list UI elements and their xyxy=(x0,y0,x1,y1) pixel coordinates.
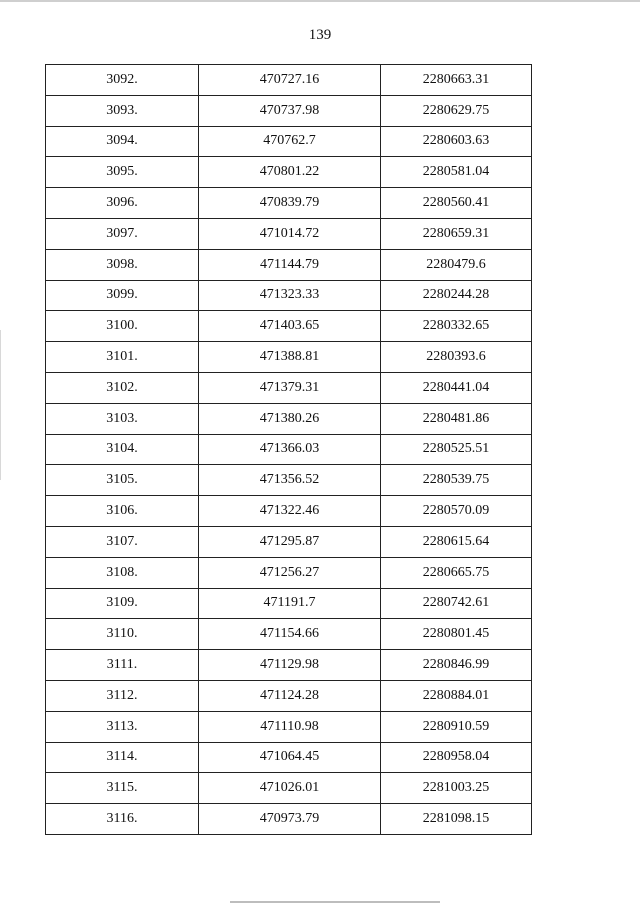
y-coordinate-cell: 2280481.86 xyxy=(381,403,532,434)
x-coordinate-cell: 471403.65 xyxy=(199,311,381,342)
x-coordinate-cell: 471322.46 xyxy=(199,496,381,527)
y-coordinate-cell: 2280539.75 xyxy=(381,465,532,496)
page-number: 139 xyxy=(308,27,332,43)
x-coordinate-cell: 471388.81 xyxy=(199,342,381,373)
x-coordinate-cell: 471191.7 xyxy=(199,588,381,619)
point-number-cell: 3116. xyxy=(46,804,199,835)
table-row xyxy=(46,557,532,588)
point-number-cell: 3101. xyxy=(46,342,199,373)
table-row xyxy=(46,773,532,804)
x-coordinate-cell: 471154.66 xyxy=(199,619,381,650)
table-row xyxy=(46,342,532,373)
point-number-cell: 3099. xyxy=(46,280,199,311)
x-coordinate-cell: 470839.79 xyxy=(199,188,381,219)
y-coordinate-cell: 2280479.6 xyxy=(381,249,532,280)
y-coordinate-cell: 2280742.61 xyxy=(381,588,532,619)
coordinates-table-body xyxy=(46,65,532,835)
point-number-cell: 3096. xyxy=(46,188,199,219)
point-number-cell: 3112. xyxy=(46,680,199,711)
y-coordinate-cell: 2280801.45 xyxy=(381,619,532,650)
point-number-cell: 3108. xyxy=(46,557,199,588)
x-coordinate-cell: 471110.98 xyxy=(199,711,381,742)
point-number-cell: 3114. xyxy=(46,742,199,773)
table-row xyxy=(46,650,532,681)
y-coordinate-cell: 2280332.65 xyxy=(381,311,532,342)
y-coordinate-cell: 2280663.31 xyxy=(381,65,532,96)
x-coordinate-cell: 471129.98 xyxy=(199,650,381,681)
table-row xyxy=(46,95,532,126)
table-row xyxy=(46,311,532,342)
table-row xyxy=(46,372,532,403)
y-coordinate-cell: 2280958.04 xyxy=(381,742,532,773)
x-coordinate-cell: 470727.16 xyxy=(199,65,381,96)
x-coordinate-cell: 471323.33 xyxy=(199,280,381,311)
table-row xyxy=(46,65,532,96)
table-row xyxy=(46,249,532,280)
point-number-cell: 3098. xyxy=(46,249,199,280)
x-coordinate-cell: 470762.7 xyxy=(199,126,381,157)
point-number-cell: 3109. xyxy=(46,588,199,619)
table-row xyxy=(46,526,532,557)
x-coordinate-cell: 471295.87 xyxy=(199,526,381,557)
y-coordinate-cell: 2280441.04 xyxy=(381,372,532,403)
scan-edge-top xyxy=(0,0,640,2)
y-coordinate-cell: 2281098.15 xyxy=(381,804,532,835)
x-coordinate-cell: 471124.28 xyxy=(199,680,381,711)
y-coordinate-cell: 2280665.75 xyxy=(381,557,532,588)
y-coordinate-cell: 2280393.6 xyxy=(381,342,532,373)
table-row xyxy=(46,711,532,742)
point-number-cell: 3100. xyxy=(46,311,199,342)
y-coordinate-cell: 2280846.99 xyxy=(381,650,532,681)
table-row xyxy=(46,465,532,496)
y-coordinate-cell: 2280629.75 xyxy=(381,95,532,126)
y-coordinate-cell: 2280244.28 xyxy=(381,280,532,311)
table-row xyxy=(46,157,532,188)
x-coordinate-cell: 471256.27 xyxy=(199,557,381,588)
y-coordinate-cell: 2280659.31 xyxy=(381,218,532,249)
x-coordinate-cell: 471144.79 xyxy=(199,249,381,280)
scan-edge-left xyxy=(0,330,1,480)
y-coordinate-cell: 2280525.51 xyxy=(381,434,532,465)
y-coordinate-cell: 2280581.04 xyxy=(381,157,532,188)
point-number-cell: 3115. xyxy=(46,773,199,804)
table-row xyxy=(46,619,532,650)
y-coordinate-cell: 2280570.09 xyxy=(381,496,532,527)
table-row xyxy=(46,280,532,311)
point-number-cell: 3103. xyxy=(46,403,199,434)
table-row xyxy=(46,434,532,465)
point-number-cell: 3107. xyxy=(46,526,199,557)
table-row xyxy=(46,188,532,219)
point-number-cell: 3111. xyxy=(46,650,199,681)
point-number-cell: 3105. xyxy=(46,465,199,496)
x-coordinate-cell: 471379.31 xyxy=(199,372,381,403)
x-coordinate-cell: 470737.98 xyxy=(199,95,381,126)
table-row xyxy=(46,804,532,835)
table-row xyxy=(46,742,532,773)
y-coordinate-cell: 2280884.01 xyxy=(381,680,532,711)
x-coordinate-cell: 471064.45 xyxy=(199,742,381,773)
table-row xyxy=(46,218,532,249)
point-number-cell: 3094. xyxy=(46,126,199,157)
point-number-cell: 3106. xyxy=(46,496,199,527)
point-number-cell: 3093. xyxy=(46,95,199,126)
point-number-cell: 3095. xyxy=(46,157,199,188)
x-coordinate-cell: 470801.22 xyxy=(199,157,381,188)
x-coordinate-cell: 470973.79 xyxy=(199,804,381,835)
y-coordinate-cell: 2280615.64 xyxy=(381,526,532,557)
table-row xyxy=(46,680,532,711)
table-row xyxy=(46,403,532,434)
y-coordinate-cell: 2281003.25 xyxy=(381,773,532,804)
table-row xyxy=(46,588,532,619)
point-number-cell: 3102. xyxy=(46,372,199,403)
point-number-cell: 3104. xyxy=(46,434,199,465)
point-number-cell: 3097. xyxy=(46,218,199,249)
table-row xyxy=(46,126,532,157)
point-number-cell: 3092. xyxy=(46,65,199,96)
scan-edge-bottom xyxy=(230,901,440,903)
point-number-cell: 3110. xyxy=(46,619,199,650)
table-row xyxy=(46,496,532,527)
x-coordinate-cell: 471014.72 xyxy=(199,218,381,249)
x-coordinate-cell: 471366.03 xyxy=(199,434,381,465)
x-coordinate-cell: 471026.01 xyxy=(199,773,381,804)
y-coordinate-cell: 2280603.63 xyxy=(381,126,532,157)
x-coordinate-cell: 471380.26 xyxy=(199,403,381,434)
x-coordinate-cell: 471356.52 xyxy=(199,465,381,496)
y-coordinate-cell: 2280910.59 xyxy=(381,711,532,742)
y-coordinate-cell: 2280560.41 xyxy=(381,188,532,219)
point-number-cell: 3113. xyxy=(46,711,199,742)
coordinates-table xyxy=(45,64,532,835)
